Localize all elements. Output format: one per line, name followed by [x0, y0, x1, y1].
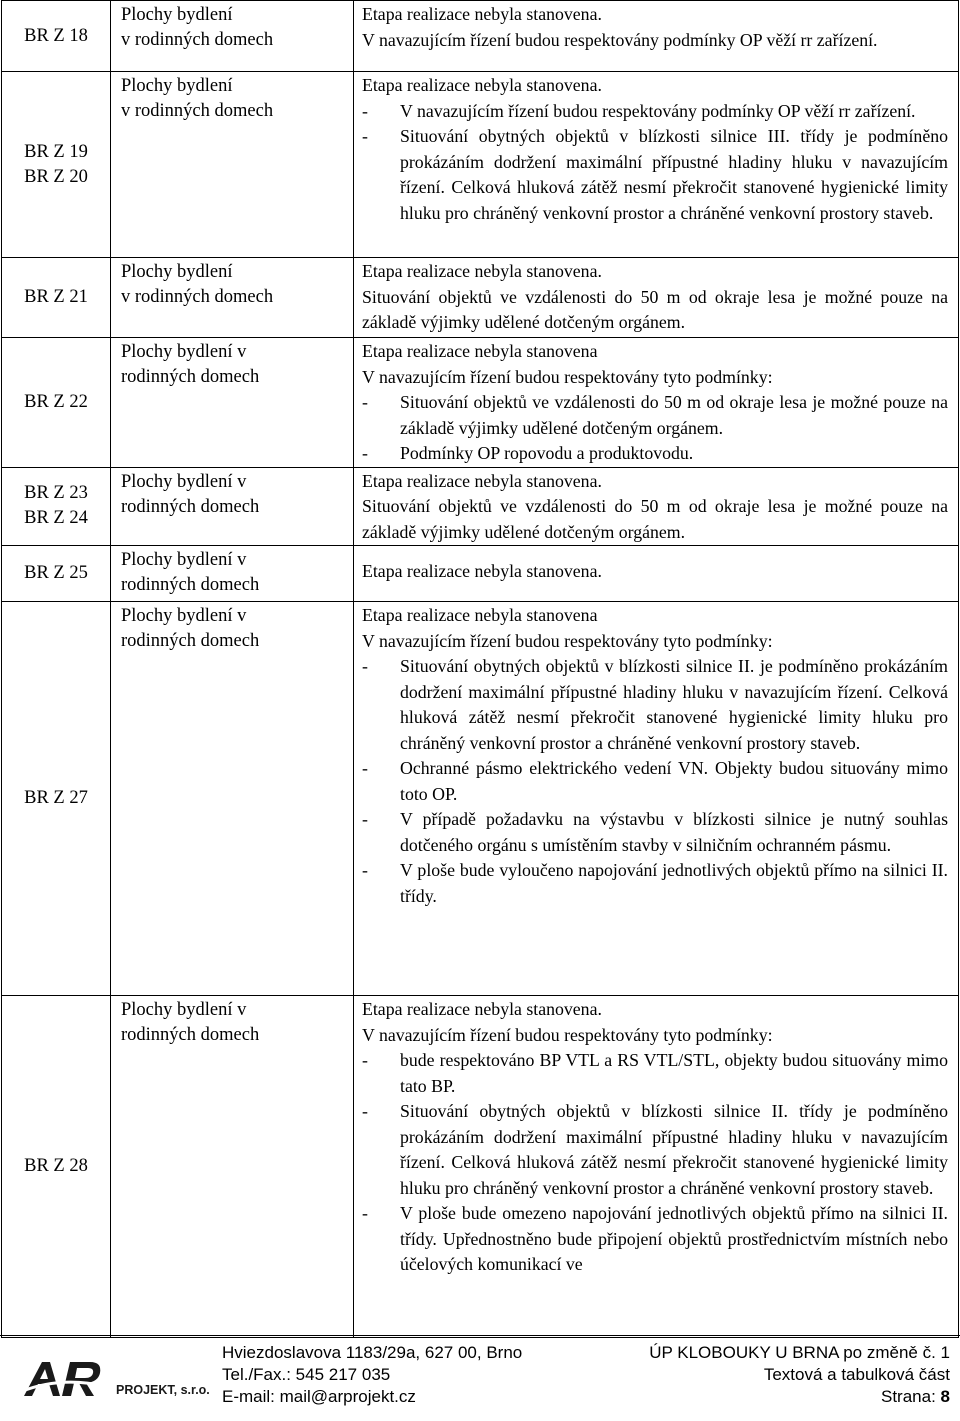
land-use-text: rodinných domech	[121, 631, 260, 651]
table-row	[2, 467, 959, 546]
land-use-text: Plochy bydlení	[121, 76, 233, 96]
conditions-cell	[354, 996, 959, 1338]
condition-bullet	[362, 1099, 948, 1201]
land-use-text: rodinných domech	[121, 496, 260, 517]
conditions-cell	[354, 602, 959, 996]
condition-bullet-text: Ochranné pásmo elektrického vedení VN. Objekty budou situovány mimo toto OP.	[400, 758, 948, 804]
area-code-cell	[2, 338, 111, 468]
land-use-text: v rodinných domech	[121, 287, 274, 307]
footer-contact	[222, 1342, 522, 1408]
area-code-cell	[2, 546, 111, 602]
area-code: BR Z 21	[24, 287, 88, 307]
svg-text:PROJEKT, s.r.o.: PROJEKT, s.r.o.	[116, 1383, 210, 1397]
condition-text: Etapa realizace nebyla stanovena.	[362, 261, 602, 281]
land-use-text: v rodinných domech	[121, 101, 274, 121]
land-use-cell	[111, 996, 354, 1338]
land-use-text: Plochy bydlení	[121, 262, 233, 282]
condition-text: Etapa realizace nebyla stanovena.	[362, 4, 602, 24]
land-use-text: Plochy bydlení v	[121, 606, 247, 626]
condition-bullet	[362, 390, 948, 441]
bullet-dash: -	[362, 443, 368, 463]
footer-divider	[0, 1335, 960, 1336]
spacer	[362, 547, 948, 559]
table-row	[2, 546, 959, 602]
area-code-cell	[2, 996, 111, 1338]
condition-bullet	[362, 1201, 948, 1278]
land-use-cell	[111, 467, 354, 546]
condition-text: V navazujícím řízení budou respektovány podmínky OP věží rr zařízení.	[362, 29, 878, 50]
footer-doc-part: Textová a tabulková část	[763, 1365, 950, 1384]
condition-bullet-text: V případě požadavku na výstavbu v blízkosti silnice je nutný souhlas dotčeného orgánu s umístěním stavby v silničním ochranném pásmu.	[400, 809, 948, 855]
land-use-text: rodinných domech	[121, 575, 260, 595]
area-code: BR Z 24	[24, 508, 88, 529]
bullet-dash: -	[362, 1050, 368, 1070]
condition-bullet-text: Situování obytných objektů v blízkosti silnice II. třídy je podmíněno prokázáním dodržení maximální přípustné hladiny hluku v navazujícím řízení. Celková hluková zátěž nesmí překročit stanovené hygienické limity hluku pro chráněný venkovní prostor a chráněné venkovní prostory staveb.	[400, 1101, 948, 1198]
land-use-text: rodinných domech	[121, 1025, 260, 1045]
table-row	[2, 338, 959, 468]
regulation-table-body	[2, 1, 959, 1338]
land-use-text: rodinných domech	[121, 367, 260, 387]
company-logo	[20, 1356, 210, 1400]
land-use-cell	[111, 338, 354, 468]
table-row	[2, 602, 959, 996]
condition-bullet	[362, 807, 948, 858]
area-code: BR Z 27	[24, 788, 88, 808]
bullet-dash: -	[362, 860, 368, 880]
bullet-dash: -	[362, 1203, 368, 1223]
condition-bullet	[362, 756, 948, 807]
area-code-cell	[2, 258, 111, 338]
area-code: BR Z 28	[24, 1156, 88, 1176]
condition-bullet	[362, 441, 948, 467]
condition-bullet	[362, 654, 948, 756]
area-code: BR Z 18	[24, 25, 88, 46]
bullet-dash: -	[362, 809, 368, 829]
condition-bullet-text: V ploše bude vyloučeno napojování jednotlivých objektů přímo na silnici II. třídy.	[400, 860, 948, 906]
condition-text: Etapa realizace nebyla stanovena	[362, 605, 598, 625]
condition-bullet-text: bude respektováno BP VTL a RS VTL/STL, objekty budou situovány mimo tato BP.	[400, 1050, 948, 1096]
area-code-cell	[2, 467, 111, 546]
land-use-cell	[111, 546, 354, 602]
land-use-text: v rodinných domech	[121, 30, 274, 50]
condition-text: Etapa realizace nebyla stanovena.	[362, 75, 602, 95]
arprojekt-logo-icon	[20, 1356, 210, 1400]
condition-bullet-text: Situování objektů ve vzdálenosti do 50 m od okraje lesa je možné pouze na základě výjimky udělené dotčeným orgánem.	[400, 392, 948, 438]
area-code: BR Z 23	[24, 483, 88, 504]
footer-page	[649, 1386, 950, 1408]
bullet-dash: -	[362, 126, 368, 146]
area-code: BR Z 19	[24, 141, 88, 162]
table-row	[2, 72, 959, 258]
bullet-dash: -	[362, 100, 368, 121]
condition-bullet	[362, 124, 948, 226]
condition-text: Situování objektů ve vzdálenosti do 50 m od okraje lesa je možné pouze na základě výjimky udělené dotčeným orgánem.	[362, 286, 948, 332]
condition-text: Etapa realizace nebyla stanovena.	[362, 561, 602, 581]
footer-doc-title: ÚP KLOBOUKY U BRNA po změně č. 1	[649, 1343, 950, 1362]
condition-text: Etapa realizace nebyla stanovena.	[362, 999, 602, 1019]
land-use-text: Plochy bydlení v	[121, 1000, 247, 1020]
condition-text: V navazujícím řízení budou respektovány tyto podmínky:	[362, 366, 773, 387]
condition-bullet-text: Podmínky OP ropovodu a produktovodu.	[400, 443, 694, 463]
bullet-dash: -	[362, 758, 368, 778]
table-row	[2, 1, 959, 72]
footer-address: Hviezdoslavova 1183/29a, 627 00, Brno	[222, 1343, 523, 1362]
condition-text: Situování objektů ve vzdálenosti do 50 m od okraje lesa je možné pouze na základě výjimky udělené dotčeným orgánem.	[362, 496, 948, 542]
bullet-dash: -	[362, 1101, 368, 1121]
land-use-text: Plochy bydlení v	[121, 342, 247, 362]
condition-text: Etapa realizace nebyla stanovena.	[362, 470, 602, 491]
area-code: BR Z 20	[24, 166, 88, 187]
condition-text: Etapa realizace nebyla stanovena	[362, 341, 598, 361]
condition-text: V navazujícím řízení budou respektovány tyto podmínky:	[362, 630, 773, 651]
table-row	[2, 258, 959, 338]
land-use-cell	[111, 72, 354, 258]
condition-text: V navazujícím řízení budou respektovány tyto podmínky:	[362, 1024, 773, 1045]
condition-bullet	[362, 99, 948, 125]
table-row	[2, 996, 959, 1338]
bullet-dash: -	[362, 656, 368, 676]
conditions-cell	[354, 338, 959, 468]
land-use-text: Plochy bydlení v	[121, 550, 247, 570]
condition-bullet	[362, 858, 948, 909]
condition-bullet-text: Situování obytných objektů v blízkosti silnice II. je podmíněno prokázáním dodržení maximální přípustné hladiny hluku v navazujícím řízení. Celková hluková zátěž nesmí překročit stanovené hygienické limity hluku pro chráněný venkovní prostor a chráněné venkovní prostory staveb.	[400, 656, 948, 753]
area-code-cell	[2, 602, 111, 996]
conditions-cell	[354, 1, 959, 72]
area-code-cell	[2, 72, 111, 258]
land-use-text: Plochy bydlení	[121, 5, 233, 25]
page-label: Strana:	[880, 1387, 936, 1406]
conditions-cell	[354, 258, 959, 338]
condition-bullet-text: Situování obytných objektů v blízkosti silnice III. třídy je podmíněno prokázáním dodržení maximální přípustné hladiny hluku v navazujícím řízení. Celková hluková zátěž nesmí překročit stanovené hygienické limity hluku pro chráněný venkovní prostor a chráněné venkovní prostory staveb.	[400, 126, 948, 223]
conditions-cell	[354, 72, 959, 258]
land-use-cell	[111, 1, 354, 72]
bullet-dash: -	[362, 392, 368, 412]
land-use-text: Plochy bydlení v	[121, 471, 247, 492]
condition-bullet	[362, 1048, 948, 1099]
regulation-table	[1, 0, 959, 1338]
footer-document-info	[649, 1342, 950, 1408]
conditions-cell	[354, 546, 959, 602]
land-use-cell	[111, 258, 354, 338]
area-code: BR Z 22	[24, 391, 88, 412]
footer-email: E-mail: mail@arprojekt.cz	[222, 1387, 416, 1406]
land-use-cell	[111, 602, 354, 996]
area-code-cell	[2, 1, 111, 72]
page-number: 8	[940, 1387, 950, 1406]
condition-bullet-text: V navazujícím řízení budou respektovány podmínky OP věží rr zařízení.	[400, 100, 916, 121]
area-code: BR Z 25	[24, 563, 88, 583]
footer-phone: Tel./Fax.: 545 217 035	[222, 1365, 391, 1384]
conditions-cell	[354, 467, 959, 546]
condition-bullet-text: V ploše bude omezeno napojování jednotlivých objektů přímo na silnici II. třídy. Upřednostněno bude připojení objektů prostřednictvím místních nebo účelových komunikací ve	[400, 1203, 948, 1274]
